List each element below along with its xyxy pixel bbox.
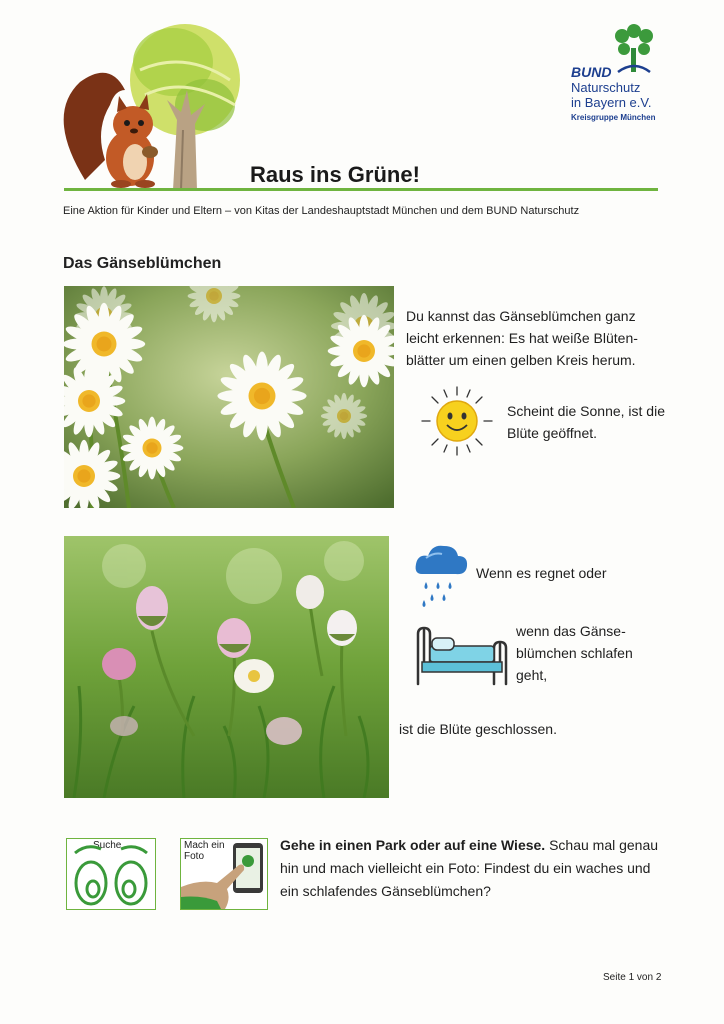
daisy-description: Du kannst das Gänseblümchen ganz leicht erkennen: Es hat weiße Blüten- blätter um einen gelben Kreis herum. [406, 308, 638, 368]
eyes-icon [67, 839, 155, 909]
page-subtitle: Eine Aktion für Kinder und Eltern – von Kitas der Landeshauptstadt München und dem BUND Naturschutz [63, 205, 580, 217]
logo-line: Naturschutz [571, 80, 641, 95]
sleep-text: wenn das Gänse- blümchen schlafen geht, [516, 623, 633, 683]
rain-text: Wenn es regnet oder [476, 565, 607, 581]
logo-subline: Kreisgruppe München [571, 113, 656, 122]
open-daisies-photo [64, 286, 394, 508]
logo-line: in Bayern e.V. [571, 95, 652, 110]
search-label: Suche [93, 840, 122, 851]
photo-label: Mach ein [184, 840, 225, 851]
closed-daisies-photo [64, 536, 389, 798]
page-title: Raus ins Grüne! [250, 162, 420, 187]
rain-cloud-icon [412, 542, 470, 610]
bed-icon [412, 618, 508, 690]
bund-logo [560, 22, 690, 132]
page-number: Seite 1 von 2 [603, 972, 662, 983]
take-photo-tile [180, 838, 268, 910]
phone-hand-icon [181, 839, 267, 909]
logo-brand: BUND [571, 64, 612, 80]
section-heading: Das Gänseblümchen [63, 255, 222, 272]
closed-text: ist die Blüte geschlossen. [399, 721, 557, 737]
tree-logo-icon [610, 22, 658, 74]
photo-label: Foto [184, 851, 205, 862]
task-bold: Gehe in einen Park oder auf eine Wiese. [280, 837, 546, 853]
squirrel-tree-illustration [55, 20, 255, 195]
task-rest: Schau mal genau hin und mach vielleicht ein Foto: Findest du ein waches und ein schlafendes Gänseblümchen? [280, 837, 659, 899]
sun-text: Scheint die Sonne, ist die Blüte geöffnet. [507, 403, 665, 441]
search-eyes-tile [66, 838, 156, 910]
task-instructions [280, 834, 670, 903]
title-divider [64, 188, 658, 191]
sun-icon [416, 385, 498, 457]
